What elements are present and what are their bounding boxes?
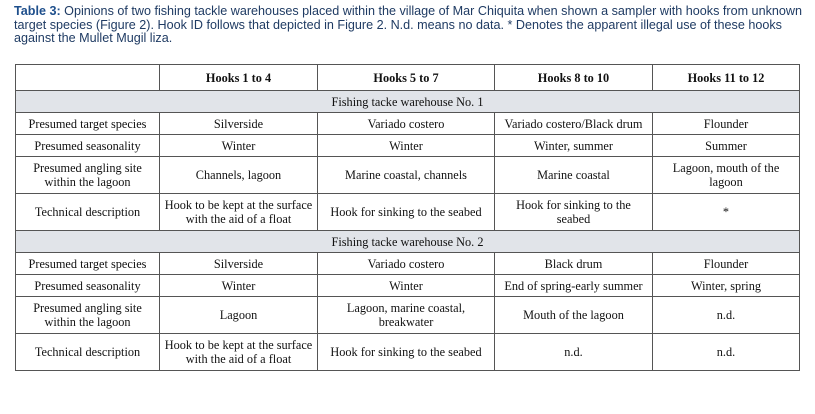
table-cell: Winter (160, 135, 318, 157)
table-cell: n.d. (653, 297, 800, 334)
table-cell: Hook to be kept at the surface with the aid of a float (160, 334, 318, 371)
row-label: Technical description (16, 194, 160, 231)
caption-text: Opinions of two fishing tackle warehouses placed within the village of Mar Chiquita when shown a sampler with hooks from unknown target species (Figure 2). Hook ID follows that depicted in Figure 2. N.d. means no data. * Denotes the apparent illegal use of these hooks against the Mullet Mugil liza. (14, 4, 802, 46)
header-cell-hooks-11-12: Hooks 11 to 12 (653, 65, 800, 91)
row-label: Presumed target species (16, 113, 160, 135)
header-cell-hooks-5-7: Hooks 5 to 7 (318, 65, 495, 91)
table-cell: Summer (653, 135, 800, 157)
table-row (16, 275, 800, 297)
table-cell: Hook for sinking to the seabed (318, 194, 495, 231)
caption-label: Table 3: (14, 4, 61, 18)
table-cell: Hook to be kept at the surface with the aid of a float (160, 194, 318, 231)
table-cell: Winter (318, 275, 495, 297)
table-cell: Hook for sinking to the seabed (318, 334, 495, 371)
table-cell: Hook for sinking to the seabed (495, 194, 653, 231)
table-cell: Silverside (160, 253, 318, 275)
row-label: Presumed seasonality (16, 135, 160, 157)
row-label: Presumed angling site within the lagoon (16, 157, 160, 194)
table-row (16, 253, 800, 275)
table-cell: n.d. (653, 334, 800, 371)
table-cell: Winter (160, 275, 318, 297)
table-cell: Variado costero/Black drum (495, 113, 653, 135)
table-cell: Flounder (653, 113, 800, 135)
row-label: Presumed target species (16, 253, 160, 275)
header-cell-blank (16, 65, 160, 91)
table-cell: Variado costero (318, 113, 495, 135)
hooks-opinion-table (15, 64, 800, 371)
table-cell: Channels, lagoon (160, 157, 318, 194)
table-cell: Marine coastal (495, 157, 653, 194)
section-title: Fishing tacke warehouse No. 1 (16, 91, 800, 113)
table-cell: Lagoon, marine coastal, breakwater (318, 297, 495, 334)
table-cell: Silverside (160, 113, 318, 135)
table-cell: Flounder (653, 253, 800, 275)
table-cell: End of spring-early summer (495, 275, 653, 297)
row-label: Presumed seasonality (16, 275, 160, 297)
section-title: Fishing tacke warehouse No. 2 (16, 231, 800, 253)
table-cell: Lagoon, mouth of the lagoon (653, 157, 800, 194)
table-row (16, 135, 800, 157)
row-label: Presumed angling site within the lagoon (16, 297, 160, 334)
header-row (16, 65, 800, 91)
row-label: Technical description (16, 334, 160, 371)
table-cell: n.d. (495, 334, 653, 371)
table-row (16, 157, 800, 194)
table-row (16, 334, 800, 371)
table-cell: Black drum (495, 253, 653, 275)
header-cell-hooks-8-10: Hooks 8 to 10 (495, 65, 653, 91)
table-cell: Marine coastal, channels (318, 157, 495, 194)
table-cell: Variado costero (318, 253, 495, 275)
table-caption (14, 5, 804, 46)
table-cell: Mouth of the lagoon (495, 297, 653, 334)
section-row-warehouse-2 (16, 231, 800, 253)
table-row (16, 297, 800, 334)
table-cell: Lagoon (160, 297, 318, 334)
table-row (16, 113, 800, 135)
section-row-warehouse-1 (16, 91, 800, 113)
table-row (16, 194, 800, 231)
header-cell-hooks-1-4: Hooks 1 to 4 (160, 65, 318, 91)
table-cell: * (653, 194, 800, 231)
table-cell: Winter (318, 135, 495, 157)
table-cell: Winter, summer (495, 135, 653, 157)
table-cell: Winter, spring (653, 275, 800, 297)
